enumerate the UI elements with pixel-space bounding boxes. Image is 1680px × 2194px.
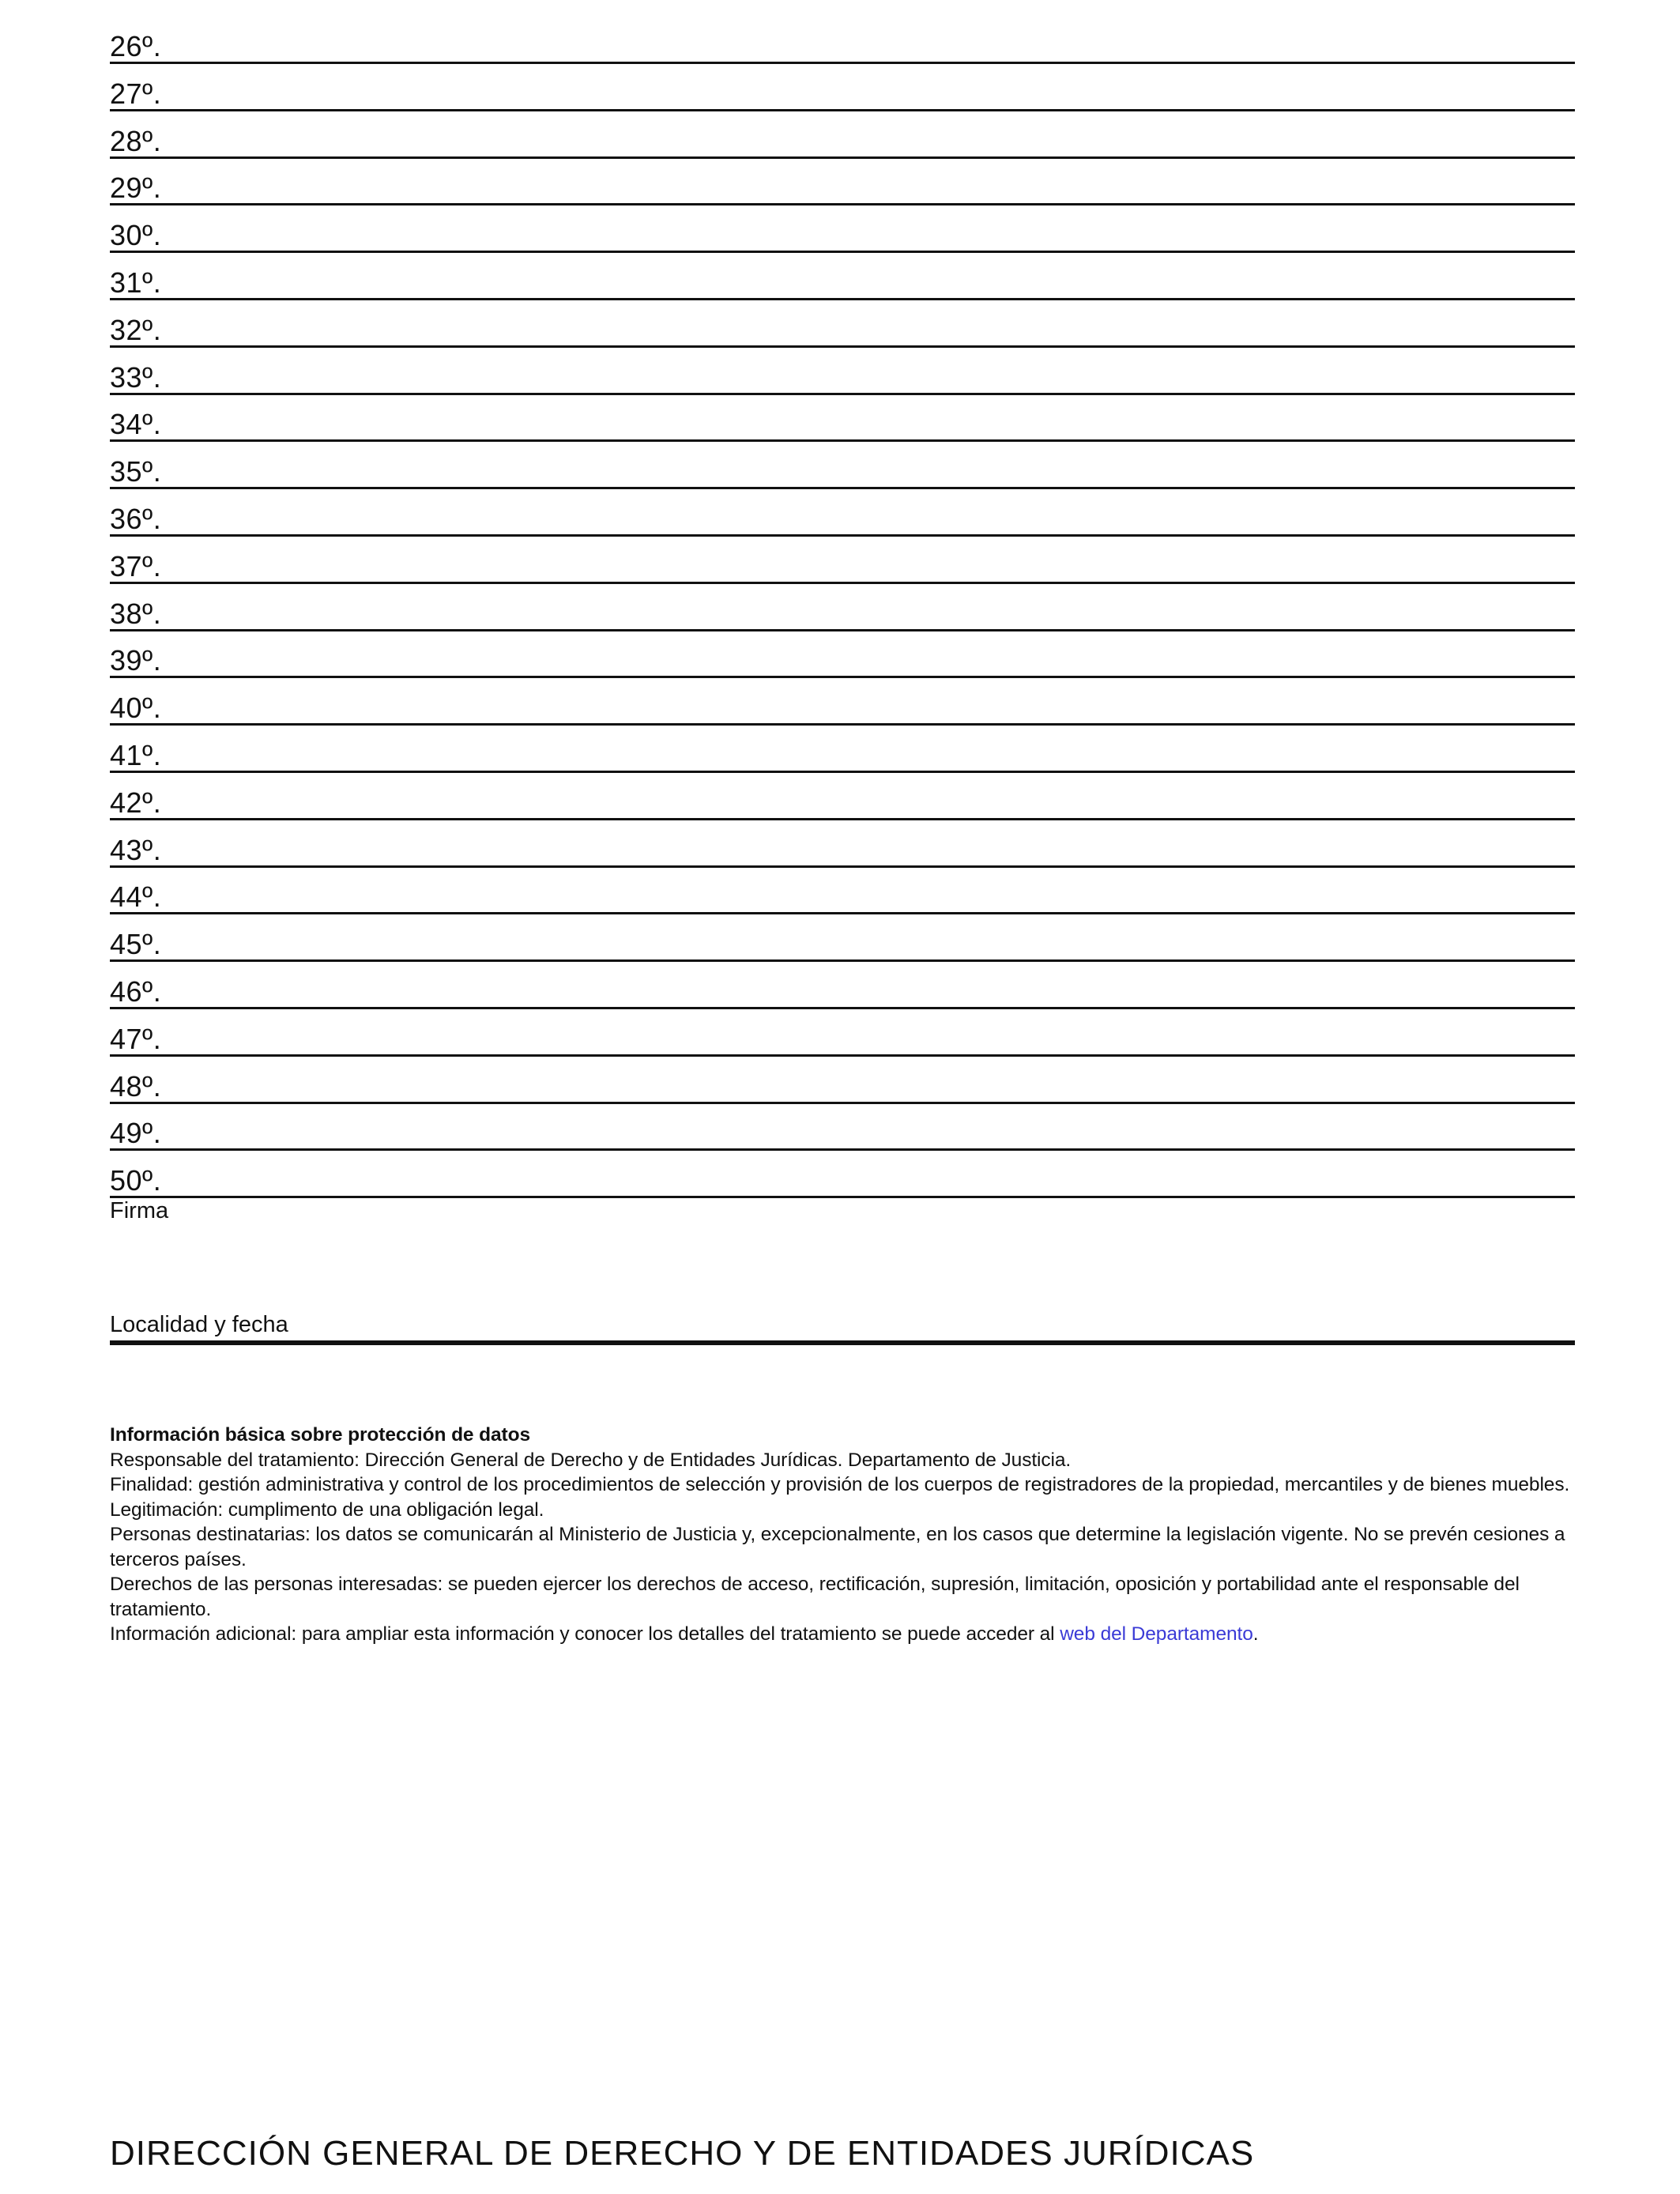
entry-field[interactable] [219, 866, 1575, 912]
entry-row [110, 773, 1575, 820]
rights-text: Derechos de las personas interesadas: se pueden ejercer los derechos de acceso, rectificación, supresión, limitación, oposición y portabilidad ante el responsable del tratamiento. [110, 1574, 1520, 1620]
entry-number: 37º. [110, 549, 162, 582]
data-protection-info [110, 1423, 1575, 1647]
place-date-field[interactable] [339, 1304, 1527, 1340]
entry-number: 40º. [110, 692, 162, 725]
entry-field[interactable] [219, 300, 1575, 345]
entry-row [110, 962, 1575, 1009]
entry-row [110, 205, 1575, 253]
entry-number: 46º. [110, 974, 162, 1008]
entry-row [110, 726, 1575, 773]
entry-field[interactable] [219, 441, 1575, 487]
additional-info-text [110, 1622, 1575, 1647]
entry-field[interactable] [219, 725, 1575, 771]
numbered-entry-list [110, 16, 1575, 1198]
entry-field[interactable] [219, 583, 1575, 629]
entry-number: 33º. [110, 360, 162, 394]
signature-label: Firma [110, 1198, 169, 1223]
entry-field[interactable] [219, 914, 1575, 959]
entry-field[interactable] [219, 157, 1575, 203]
entry-row [110, 395, 1575, 443]
entry-row [110, 631, 1575, 679]
entry-field[interactable] [219, 1103, 1575, 1148]
entry-field[interactable] [219, 677, 1575, 723]
entry-row [110, 348, 1575, 395]
place-date-label: Localidad y fecha [110, 1312, 288, 1337]
entry-field[interactable] [219, 1056, 1575, 1102]
entry-number: 48º. [110, 1069, 162, 1103]
entry-number: 49º. [110, 1117, 162, 1150]
entry-field[interactable] [219, 205, 1575, 251]
entry-number: 50º. [110, 1164, 162, 1197]
entry-row [110, 537, 1575, 584]
entry-field[interactable] [219, 111, 1575, 156]
entry-row [110, 820, 1575, 868]
entry-row [110, 16, 1575, 64]
entry-field[interactable] [219, 536, 1575, 582]
entry-row [110, 111, 1575, 159]
entry-field[interactable] [219, 347, 1575, 393]
data-protection-heading: Información básica sobre protección de datos [110, 1424, 531, 1446]
entry-number: 39º. [110, 644, 162, 677]
entry-number: 29º. [110, 172, 162, 205]
entry-row [110, 678, 1575, 726]
entry-field[interactable] [219, 63, 1575, 109]
entry-field[interactable] [219, 16, 1575, 62]
additional-info-suffix: . [1252, 1623, 1259, 1645]
entry-field[interactable] [219, 772, 1575, 818]
entry-row [110, 584, 1575, 631]
entry-number: 34º. [110, 408, 162, 441]
entry-field[interactable] [219, 488, 1575, 534]
entry-row [110, 914, 1575, 962]
entry-number: 30º. [110, 219, 162, 252]
recipients-text: Personas destinatarias: los datos se comunicarán al Ministerio de Justicia y, excepcionalmente, en los casos que determine la legislación vigente. No se prevén cesiones a terceros países. [110, 1524, 1565, 1570]
entry-number: 43º. [110, 833, 162, 866]
entry-row [110, 442, 1575, 489]
entry-number: 38º. [110, 597, 162, 630]
footer-title: DIRECCIÓN GENERAL DE DERECHO Y DE ENTIDADES JURÍDICAS [110, 2134, 1255, 2173]
entry-number: 31º. [110, 266, 162, 299]
entry-row [110, 300, 1575, 348]
entry-row [110, 489, 1575, 537]
place-date-divider [110, 1340, 1575, 1345]
entry-row [110, 64, 1575, 111]
entry-number: 27º. [110, 77, 162, 110]
entry-field[interactable] [219, 630, 1575, 676]
entry-number: 35º. [110, 455, 162, 488]
entry-row [110, 1151, 1575, 1198]
additional-info-prefix: Información adicional: para ampliar esta información y conocer los detalles del tratamiento se puede acceder al [110, 1623, 1060, 1645]
entry-number: 28º. [110, 124, 162, 157]
entry-number: 44º. [110, 880, 162, 914]
entry-field[interactable] [219, 394, 1575, 439]
entry-field[interactable] [219, 961, 1575, 1007]
entry-row [110, 159, 1575, 206]
entry-number: 42º. [110, 786, 162, 819]
entry-field[interactable] [219, 252, 1575, 298]
entry-field[interactable] [219, 820, 1575, 865]
entry-row [110, 253, 1575, 300]
entry-field[interactable] [219, 1150, 1575, 1196]
entry-number: 32º. [110, 313, 162, 346]
entry-number: 47º. [110, 1022, 162, 1055]
entry-number: 36º. [110, 502, 162, 535]
department-web-link[interactable]: web del Departamento [1060, 1623, 1253, 1645]
entry-number: 26º. [110, 30, 162, 62]
legal-basis-text: Legitimación: cumplimento de una obligación legal. [110, 1498, 544, 1521]
entry-number: 41º. [110, 738, 162, 771]
entry-row [110, 1104, 1575, 1152]
entry-row [110, 1057, 1575, 1104]
entry-row [110, 1009, 1575, 1057]
entry-field[interactable] [219, 1008, 1575, 1054]
entry-number: 45º. [110, 928, 162, 961]
purpose-text: Finalidad: gestión administrativa y control de los procedimientos de selección y provisión de los cuerpos de registradores de la propiedad, mercantiles y de bienes muebles. [110, 1474, 1570, 1495]
entry-row [110, 868, 1575, 915]
controller-text: Responsable del tratamiento: Dirección General de Derecho y de Entidades Jurídicas. Departamento de Justicia. [110, 1449, 1072, 1471]
